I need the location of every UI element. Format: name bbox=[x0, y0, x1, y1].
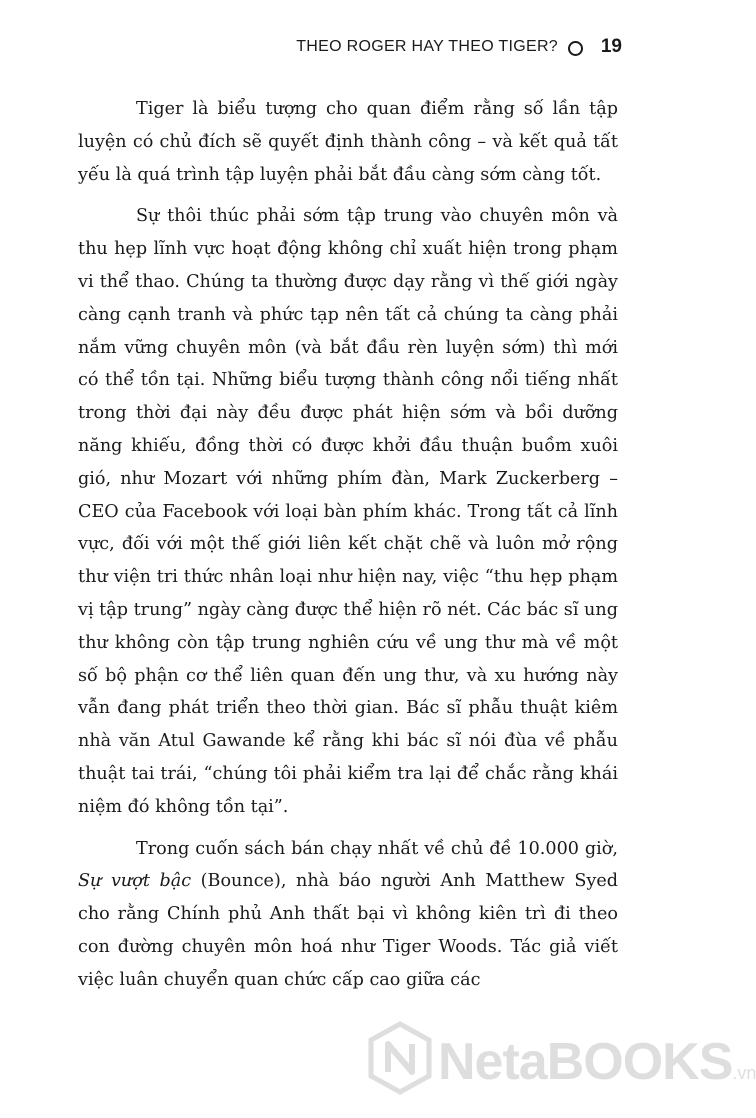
page-body bbox=[78, 93, 618, 1006]
circle-ornament-icon bbox=[568, 41, 583, 56]
netabooks-logo-icon bbox=[368, 1022, 432, 1094]
running-header bbox=[0, 36, 700, 60]
watermark bbox=[368, 1022, 756, 1102]
paragraph-2: Sự thôi thúc phải sớm tập trung vào chuyên môn và thu hẹp lĩnh vực hoạt động không chỉ xuất hiện trong phạm vi thể thao. Chúng ta thường được dạy rằng vì thế giới ngày càng cạnh tranh và phức tạp nên tất cả chúng ta càng phải nắm vững chuyên môn (và bắt đầu rèn luyện sớm) thì mới có thể tồn tại. Những biểu tượng thành công nổi tiếng nhất trong thời đại này đều được phát hiện sớm và bồi dưỡng năng khiếu, đồng thời có được khởi đầu thuận buồm xuôi gió, như Mozart với những phím đàn, Mark Zuckerberg – CEO của Facebook với loại bàn phím khác. Trong tất cả lĩnh vực, đối với một thế giới liên kết chặt chẽ và luôn mở rộng thư viện tri thức nhân loại như hiện nay, việc “thu hẹp phạm vị tập trung” ngày càng được thể hiện rõ nét. Các bác sĩ ung thư không còn tập trung nghiên cứu về ung thư mà về một số bộ phận cơ thể liên quan đến ung thư, và xu hướng này vẫn đang phát triển theo thời gian. Bác sĩ phẫu thuật kiêm nhà văn Atul Gawande kể rằng khi bác sĩ nói đùa về phẫu thuật tai trái, “chúng tôi phải kiểm tra lại để chắc rằng khái niệm đó không tồn tại”. bbox=[78, 206, 618, 817]
page-number: 19 bbox=[600, 36, 622, 57]
watermark-brand: NetaBOOKS bbox=[438, 1033, 733, 1091]
watermark-suffix: .vn bbox=[732, 1063, 756, 1083]
paragraph-3 bbox=[78, 833, 618, 997]
paragraph-1: Tiger là biểu tượng cho quan điểm rằng số lần tập luyện có chủ đích sẽ quyết định thành công – và kết quả tất yếu là quá trình tập luyện phải bắt đầu càng sớm càng tốt. bbox=[78, 99, 618, 185]
book-title-italic: Sự vượt bậc bbox=[78, 871, 192, 892]
paragraph-3-part-1: Trong cuốn sách bán chạy nhất về chủ đề 10.000 giờ, bbox=[136, 838, 618, 859]
running-header-title: THEO ROGER HAY THEO TIGER? bbox=[296, 38, 558, 55]
watermark-text bbox=[438, 1032, 756, 1092]
paragraph-3-part-2: (Bounce), nhà báo người Anh Matthew Syed cho rằng Chính phủ Anh thất bại vì không kiên trì đi theo con đường chuyên môn hoá như Tiger Woods. Tác giả viết việc luân chuyển quan chức cấp cao giữa các bbox=[78, 871, 618, 990]
